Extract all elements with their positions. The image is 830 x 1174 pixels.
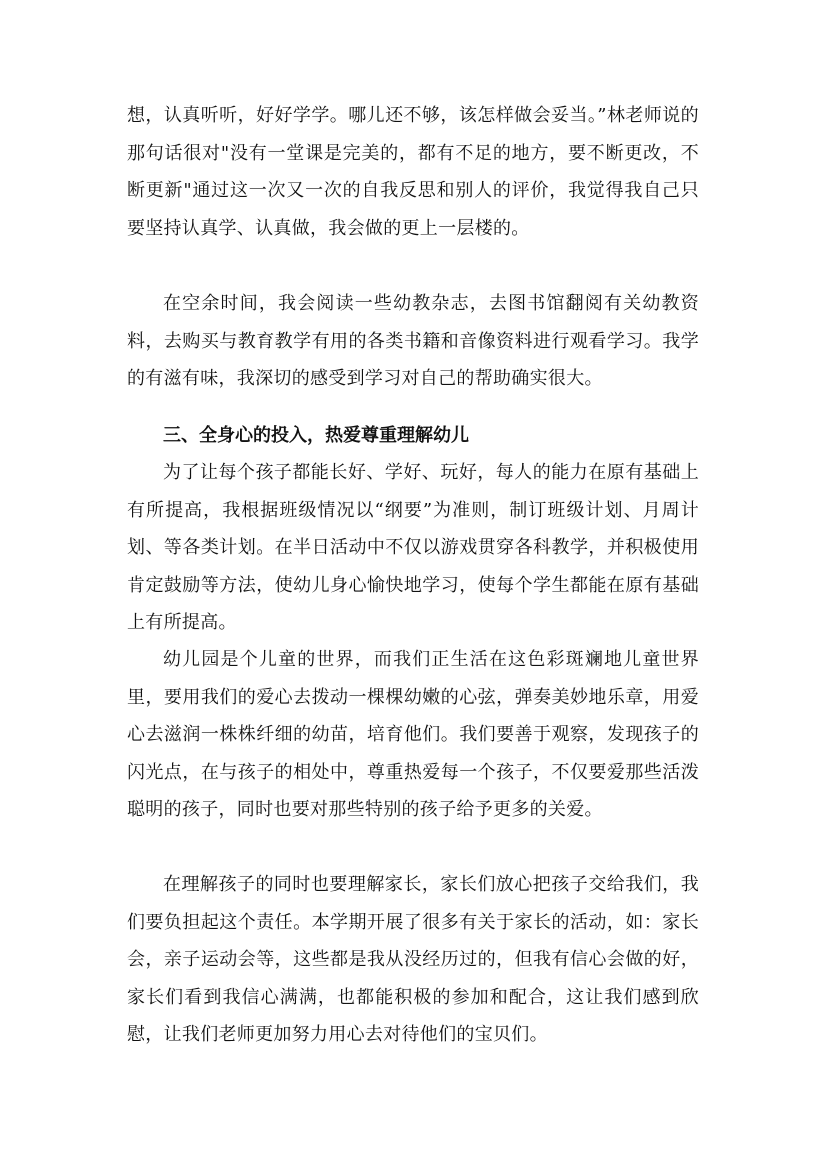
paragraph-1: 想，认真听听，好好学学。哪儿还不够，该怎样做会妥当。”林老师说的那句话很对"没有一堂课是完美的，都有不足的地方，要不断更改，不断更新"通过这一次又一次的自我反思和别人的评价，我觉得我自己只要坚持认真学、认真做，我会做的更上一层楼的。 <box>127 105 699 239</box>
paragraph-4: 幼儿园是个儿童的世界，而我们正生活在这色彩斑斓地儿童世界里，要用我们的爱心去拨动一棵棵幼嫩的心弦，弹奏美妙地乐章，用爱心去滋润一株株纤细的幼苗，培育他们。我们要善于观察，发现孩子的闪光点，在与孩子的相处中，尊重热爱每一个孩子，不仅要爱那些活泼聪明的孩子，同时也要对那些特别的孩子给予更多的关爱。 <box>127 649 699 820</box>
paragraph-3: 为了让每个孩子都能长好、学好、玩好，每人的能力在原有基础上有所提高，我根据班级情况以“纲要”为准则，制订班级计划、月周计划、等各类计划。在半日活动中不仅以游戏贯穿各科教学，并积极使用肯定鼓励等方法，使幼儿身心愉快地学习，使每个学生都能在原有基础上有所提高。 <box>127 462 699 633</box>
paragraph-5: 在理解孩子的同时也要理解家长，家长们放心把孩子交给我们，我们要负担起这个责任。本学期开展了很多有关于家长的活动，如：家长会，亲子运动会等，这些都是我从没经历过的，但我有信心会做的好，家长们看到我信心满满，也都能积极的参加和配合，这让我们感到欣慰，让我们老师更加努力用心去对待他们的宝贝们。 <box>127 874 699 1045</box>
paragraph-2: 在空余时间，我会阅读一些幼教杂志，去图书馆翻阅有关幼教资料，去购买与教育教学有用的各类书籍和音像资料进行观看学习。我学的有滋有味，我深切的感受到学习对自己的帮助确实很大。 <box>127 293 699 389</box>
section-heading: 三、全身心的投入，热爱尊重理解幼儿 <box>163 425 469 446</box>
